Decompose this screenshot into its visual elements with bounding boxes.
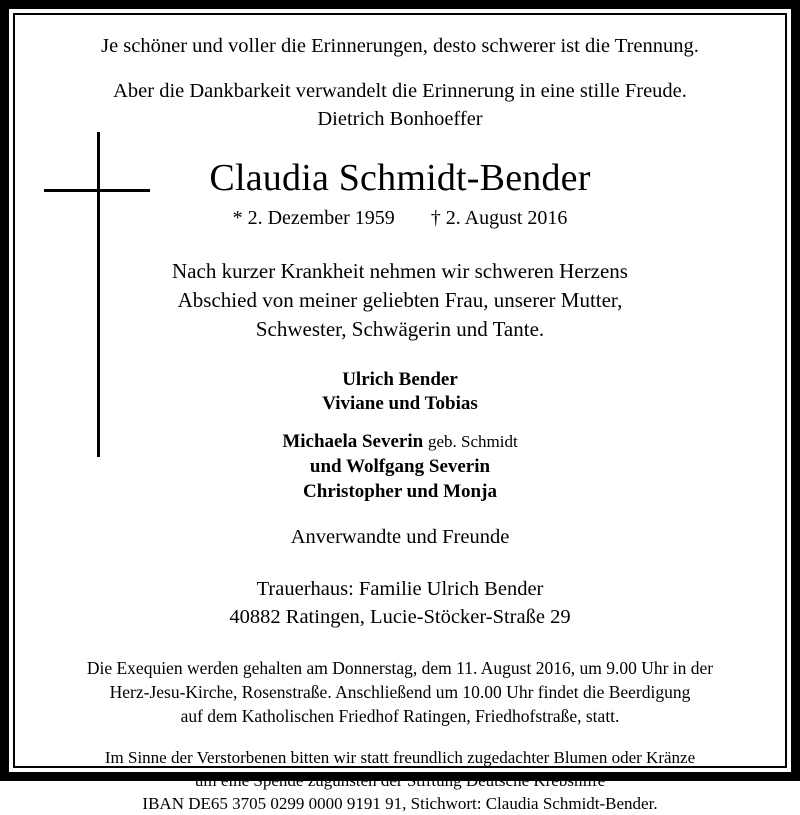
- message-line-1: Nach kurzer Krankheit nehmen wir schweren Herzens: [172, 259, 628, 283]
- donation-info-line-2: um eine Spende zugunsten der Stiftung Deutsche Krebshilfe: [194, 771, 606, 790]
- mourner-secondary-1-name: Michaela Severin: [282, 431, 424, 452]
- epigraph-line-2: Aber die Dankbarkeit verwandelt die Erinnerung in eine stille Freude.: [113, 80, 687, 102]
- mourner-secondary-2: und Wolfgang Severin: [309, 456, 491, 477]
- message-line-3: Schwester, Schwägerin und Tante.: [255, 317, 545, 341]
- text-column: [15, 15, 785, 815]
- notice-content: [15, 15, 785, 813]
- deceased-name: Claudia Schmidt-Bender: [209, 157, 591, 199]
- life-dates: [15, 201, 785, 231]
- relatives-and-friends: Anverwandte und Freunde: [290, 526, 510, 548]
- mourning-house-line-2: 40882 Ratingen, Lucie-Stöcker-Straße 29: [229, 606, 571, 628]
- mourner-primary-2: Viviane und Tobias: [322, 393, 478, 414]
- service-info-line-3: auf dem Katholischen Friedhof Ratingen, Friedhofstraße, statt.: [180, 706, 620, 726]
- service-info-line-2: Herz-Jesu-Kirche, Rosenstraße. Anschließend um 10.00 Uhr findet die Beerdigung: [109, 682, 691, 702]
- donation-info-line-1: Im Sinne der Verstorbenen bitten wir statt freundlich zugedachter Blumen oder Kränze: [104, 748, 696, 767]
- mourner-secondary-1-nee: geb. Schmidt: [427, 432, 518, 451]
- mourning-house-line-1: Trauerhaus: Familie Ulrich Bender: [256, 578, 544, 600]
- mourner-secondary-3: Christopher und Monja: [303, 481, 497, 502]
- birth-date: * 2. Dezember 1959: [232, 207, 395, 229]
- message-line-2: Abschied von meiner geliebten Frau, unserer Mutter,: [177, 288, 623, 312]
- service-info-line-1: Die Exequien werden gehalten am Donnerstag, dem 11. August 2016, um 9.00 Uhr in der: [86, 658, 714, 678]
- mourner-secondary-1: [15, 416, 785, 454]
- donation-iban: IBAN DE65 3705 0299 0000 9191 91, Stichwort: Claudia Schmidt-Bender.: [142, 794, 658, 813]
- epigraph-attribution: Dietrich Bonhoeffer: [317, 108, 483, 130]
- death-date: † 2. August 2016: [430, 207, 568, 229]
- epigraph-line-1: Je schöner und voller die Erinnerungen, desto schwerer ist die Trennung.: [101, 35, 699, 57]
- mourner-primary-1: Ulrich Bender: [342, 369, 458, 390]
